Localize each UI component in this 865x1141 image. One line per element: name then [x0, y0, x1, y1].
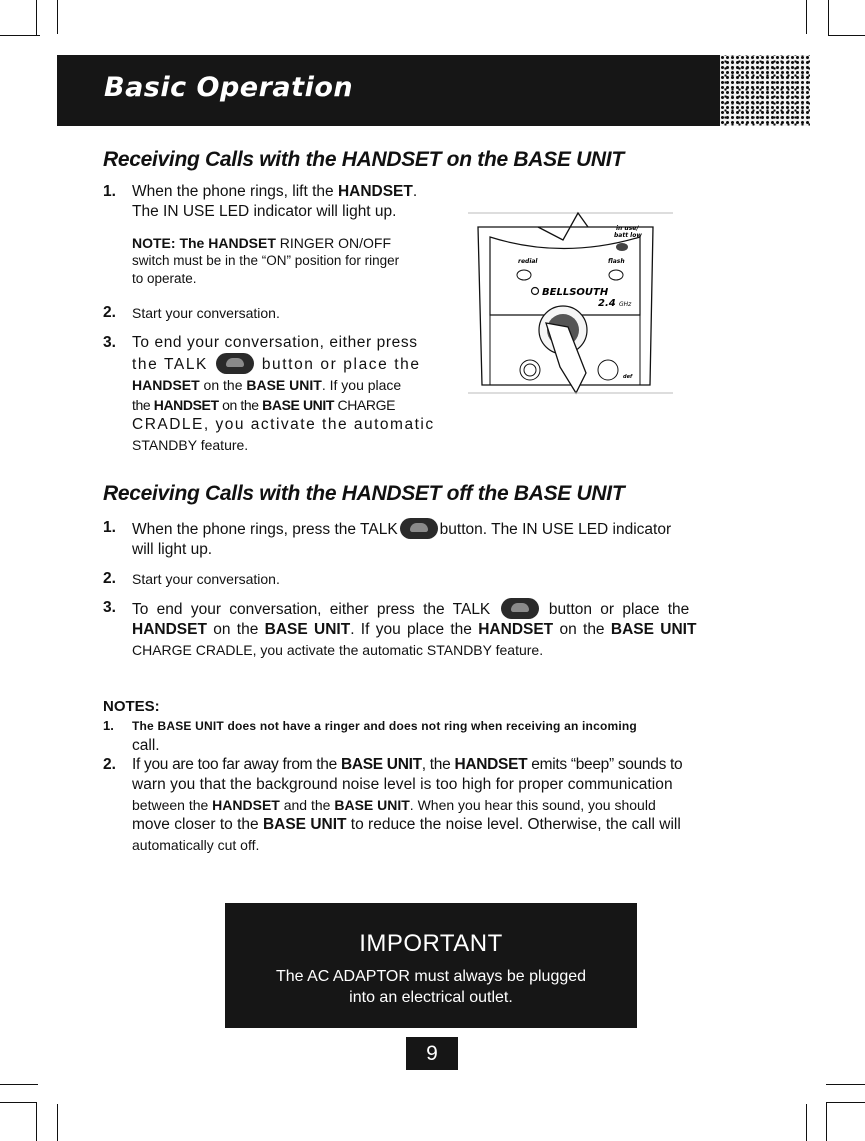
crop-mark: [57, 0, 58, 34]
important-line: The AC ADAPTOR must always be plugged: [275, 968, 587, 985]
item-text: CHARGE: [334, 397, 396, 413]
item-text: on the: [199, 377, 247, 393]
item-text: STANDBY feature.: [132, 437, 249, 453]
crop-mark: [828, 0, 829, 36]
crop-mark: [826, 1084, 865, 1085]
item-text-bold: HANDSET: [208, 235, 276, 251]
list-item: [103, 569, 719, 589]
crop-mark: [36, 1102, 37, 1141]
item-text: to operate.: [132, 271, 197, 286]
item-text: on the: [218, 397, 263, 413]
item-text-bold: HANDSET: [337, 183, 413, 200]
item-text-bold: BASE UNIT: [264, 621, 351, 638]
base-unit-diagram: [468, 205, 678, 405]
item-text: the TALK: [132, 356, 214, 373]
talk-button-icon: [400, 518, 438, 539]
item-text-bold: HANDSET: [153, 397, 219, 413]
list-item: [103, 716, 719, 756]
inuse-label: in use/: [616, 225, 639, 232]
item-number: 3.: [103, 334, 116, 351]
item-text: between the: [132, 797, 213, 813]
item-text-bold: BASE UNIT: [340, 756, 422, 773]
notes-heading: NOTES:: [103, 698, 160, 715]
item-text: . When you hear this sound, you should: [409, 797, 656, 813]
item-text: to reduce the noise level. Otherwise, the call will: [346, 816, 681, 833]
item-number: 1.: [103, 718, 114, 733]
item-text: and the: [279, 797, 335, 813]
item-text: call.: [132, 737, 160, 754]
qr-code-icon: [720, 55, 810, 126]
item-text-bold: BASE UNIT: [334, 797, 410, 813]
brand-label: BELLSOUTH: [542, 287, 609, 298]
list-item: [103, 598, 719, 660]
item-text: button or place the: [540, 601, 690, 618]
item-text-bold: HANDSET: [212, 797, 280, 813]
important-callout: [225, 903, 637, 1028]
item-number: 1.: [103, 183, 116, 200]
crop-mark: [57, 1104, 58, 1141]
bellsouth-logo-icon: [532, 288, 539, 295]
item-text: RINGER ON/OFF: [275, 235, 392, 251]
item-text: Start your conversation.: [132, 571, 280, 587]
crop-mark: [828, 35, 865, 36]
item-text-bold: HANDSET: [132, 621, 207, 638]
item-text: , the: [421, 756, 455, 773]
item-text: The: [132, 719, 158, 733]
crop-mark: [806, 0, 807, 34]
item-number: 2.: [103, 756, 116, 773]
section-heading: Receiving Calls with the HANDSET off the BASE UNIT: [103, 482, 625, 505]
item-text: CHARGE CRADLE, you activate the automatic STANDBY feature.: [132, 642, 544, 658]
item-text: Start your conversation.: [132, 305, 280, 321]
talk-button-icon: [501, 598, 539, 619]
battlow-label: batt low: [614, 232, 642, 239]
item-text: CRADLE, you activate the automatic: [132, 416, 435, 433]
def-label: def: [623, 374, 633, 380]
item-text: .: [412, 183, 418, 200]
item-text-bold: BASE UNIT: [246, 377, 322, 393]
talk-button-icon: [216, 353, 254, 374]
redial-button: [517, 270, 531, 280]
item-text-bold: HANDSET: [132, 377, 200, 393]
item-text: . If you place: [321, 377, 402, 393]
item-text: automatically cut off.: [132, 837, 260, 853]
crop-mark: [806, 1104, 807, 1141]
item-text: does not have a ringer and does not ring when receiving an incoming: [223, 719, 637, 733]
crop-mark: [826, 1102, 827, 1141]
freq-label: 2.4: [598, 298, 616, 309]
item-text: on the: [553, 621, 611, 638]
number-one-button: [520, 360, 540, 380]
item-text: To end your conversation, either press: [132, 334, 418, 351]
flash-button: [609, 270, 623, 280]
crop-mark: [0, 1084, 38, 1085]
note-label: NOTE: The: [132, 235, 209, 251]
crop-mark: [36, 0, 37, 36]
ghz-label: GHz: [619, 301, 632, 308]
list-item: [103, 518, 719, 560]
important-title: IMPORTANT: [359, 930, 503, 957]
item-text: the: [132, 397, 154, 413]
item-text-bold: BASE UNIT: [610, 621, 697, 638]
item-number: 1.: [103, 519, 116, 536]
item-number: 3.: [103, 599, 116, 616]
item-text-bold: HANDSET: [454, 756, 528, 773]
crop-mark: [0, 1102, 36, 1103]
item-number: 2.: [103, 570, 116, 587]
crop-mark: [0, 35, 40, 36]
item-text: move closer to the: [132, 816, 263, 833]
item-text: button. The IN USE LED indicator: [439, 521, 672, 538]
item-text-bold: BASE UNIT: [262, 816, 347, 833]
list-item: [103, 303, 435, 323]
item-text: When the phone rings, lift the: [132, 183, 338, 200]
important-line: into an electrical outlet.: [349, 989, 513, 1006]
item-text-bold: BASE UNIT: [157, 719, 224, 733]
item-text-bold: BASE UNIT: [262, 397, 335, 413]
section-heading: Receiving Calls with the HANDSET on the BASE UNIT: [103, 148, 624, 171]
item-text: emits “beep” sounds to: [527, 756, 683, 773]
item-text: warn you that the background noise level is too high for proper communication: [132, 776, 673, 793]
crop-mark: [826, 1102, 865, 1103]
led-icon: [616, 243, 628, 251]
item-number: 2.: [103, 304, 116, 321]
item-text: When the phone rings, press the TALK: [132, 521, 398, 538]
item-text: on the: [206, 621, 265, 638]
page-number: 9: [406, 1037, 458, 1070]
number-three-button: [598, 360, 618, 380]
list-item: [103, 333, 435, 455]
item-text: The IN USE LED indicator will light up.: [132, 203, 397, 220]
item-text: switch must be in the “ON” position for ringer: [132, 253, 400, 268]
item-text: will light up.: [132, 541, 213, 558]
item-text: button or place the: [255, 356, 421, 373]
item-text-bold: HANDSET: [478, 621, 554, 638]
note-block: [132, 234, 437, 288]
item-text: If you are too far away from the: [132, 756, 341, 773]
item-text: To end your conversation, either press the TALK: [132, 601, 499, 618]
redial-label: redial: [518, 258, 538, 265]
list-item: [103, 755, 719, 855]
item-text: . If you place the: [350, 621, 479, 638]
page-title: Basic Operation: [104, 72, 354, 103]
flash-label: flash: [608, 258, 625, 265]
list-item: [103, 182, 435, 222]
